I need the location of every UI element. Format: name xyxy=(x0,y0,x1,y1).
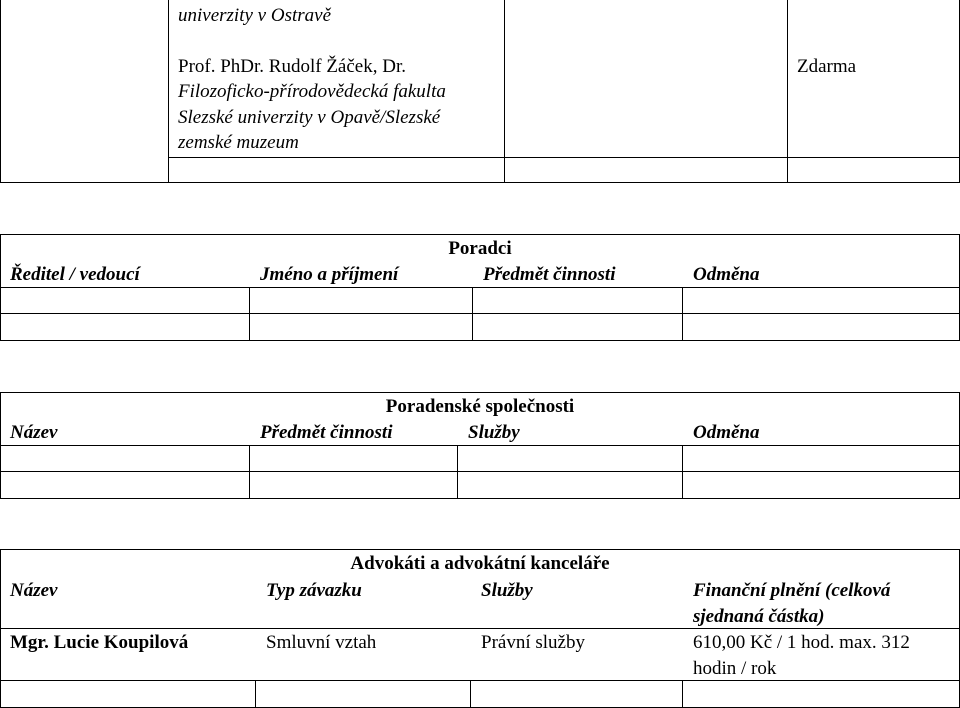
advisory-header-name: Název xyxy=(10,422,58,443)
lawyers-line-2 xyxy=(0,680,960,681)
faculty-line-1: Filozoficko-přírodovědecká fakulta xyxy=(178,81,446,102)
lawyers-header-name: Název xyxy=(10,580,58,601)
faculty-line-2: Slezské univerzity v Opavě/Slezské xyxy=(178,107,441,128)
advisory-col-3 xyxy=(682,445,683,498)
lawyer-obligation: Smluvní vztah xyxy=(266,632,377,653)
advisors-header-name: Jméno a příjmení xyxy=(260,264,399,285)
advisors-header-activity: Předmět činnosti xyxy=(483,264,616,285)
advisors-line-2 xyxy=(0,313,960,314)
top-table xyxy=(0,0,960,183)
advisors-col-2 xyxy=(472,287,473,340)
advisors-title: Poradci xyxy=(448,238,512,259)
lawyer-name: Mgr. Lucie Koupilová xyxy=(10,632,189,653)
reward-value: Zdarma xyxy=(797,56,857,77)
advisors-header-reward: Odměna xyxy=(693,264,760,285)
advisory-col-1 xyxy=(249,445,250,498)
advisory-header-reward: Odměna xyxy=(693,422,760,443)
advisory-header-activity: Předmět činnosti xyxy=(260,422,393,443)
institution-line: univerzity v Ostravě xyxy=(178,5,332,26)
top-row-divider xyxy=(168,157,960,158)
lawyers-header-financial-1: Finanční plnění (celková xyxy=(693,580,891,601)
lawyers-header-obligation: Typ závazku xyxy=(266,580,362,601)
person-line: Prof. PhDr. Rudolf Žáček, Dr. xyxy=(178,56,406,77)
lawyers-header-financial-2: sjednaná částka) xyxy=(693,606,825,627)
advisors-header-director: Ředitel / vedoucí xyxy=(10,264,140,285)
lawyers-col-1 xyxy=(255,681,256,708)
lawyer-financial-2: hodin / rok xyxy=(693,658,777,679)
advisory-line-1 xyxy=(0,445,960,446)
advisors-line-1 xyxy=(0,287,960,288)
lawyers-col-2 xyxy=(470,681,471,708)
top-col-divider-3 xyxy=(787,0,788,183)
advisory-line-2 xyxy=(0,471,960,472)
advisory-header-services: Služby xyxy=(468,422,520,443)
advisory-companies-title: Poradenské společnosti xyxy=(385,396,575,417)
lawyer-financial-1: 610,00 Kč / 1 hod. max. 312 xyxy=(693,632,910,653)
advisors-col-3 xyxy=(682,287,683,340)
lawyer-services: Právní služby xyxy=(481,632,585,653)
lawyers-col-3 xyxy=(682,681,683,708)
lawyers-title: Advokáti a advokátní kanceláře xyxy=(350,553,610,574)
advisors-col-1 xyxy=(249,287,250,340)
top-col-divider-1 xyxy=(168,0,169,183)
top-col-divider-2 xyxy=(504,0,505,183)
faculty-line-3: zemské muzeum xyxy=(178,132,299,153)
advisory-col-2 xyxy=(457,445,458,498)
lawyers-header-services: Služby xyxy=(481,580,533,601)
